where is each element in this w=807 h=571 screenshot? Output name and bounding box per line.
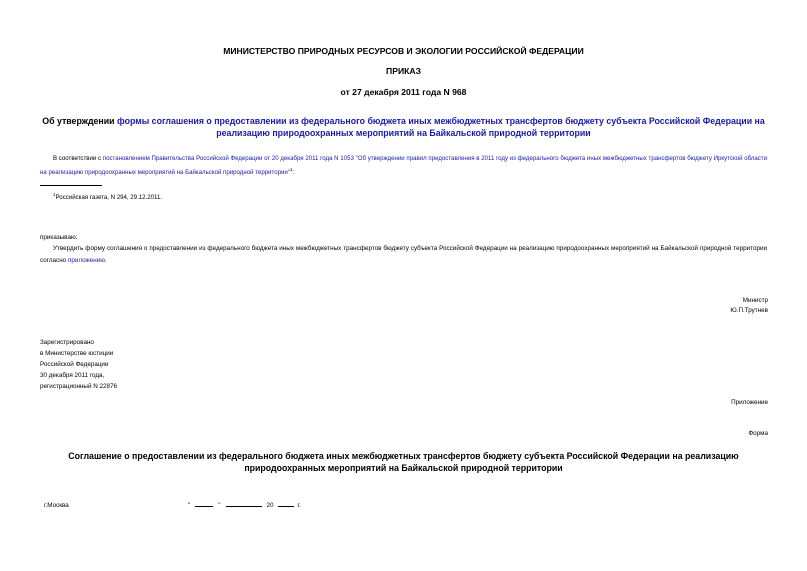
agreement-date-line [188, 500, 301, 509]
year-suffix: г. [297, 502, 301, 509]
appendix-label: Приложение [731, 399, 768, 406]
day-blank [195, 500, 213, 507]
registration-line: Российской Федерации [40, 361, 109, 368]
footnote [53, 189, 162, 203]
ministry-heading: МИНИСТЕРСТВО ПРИРОДНЫХ РЕСУРСОВ И ЭКОЛОГИИ РОССИЙСКОЙ ФЕДЕРАЦИИ [223, 46, 584, 56]
appendix-link[interactable]: приложению [67, 257, 105, 264]
preamble-paragraph [40, 153, 767, 178]
preamble-suffix: : [292, 169, 295, 177]
agreement-city: г.Москва [44, 502, 69, 509]
document-date-number: от 27 декабря 2011 года N 968 [340, 87, 467, 97]
registration-line: 30 декабря 2011 года, [40, 372, 105, 379]
quote-open: " [188, 502, 191, 509]
month-blank [226, 500, 262, 507]
footnote-divider [40, 185, 102, 186]
order-paragraph [40, 243, 767, 267]
registration-block [40, 337, 117, 392]
title-prefix: Об утверждении [42, 116, 117, 126]
footnote-ref[interactable]: 1 [289, 167, 293, 172]
footnote-marker: 1 [53, 192, 56, 197]
order-lead: приказываю: [40, 234, 78, 241]
registration-line: Зарегистрировано [40, 339, 94, 346]
order-text: Утвердить форму соглашения о предоставлении из федерального бюджета иных межбюджетных трансфертов бюджету субъекта Российской Федерации на реализацию природоохранных мероприятий на Байкальской природной территории согласно [40, 245, 767, 264]
form-label: Форма [748, 430, 768, 437]
registration-line: в Министерстве юстиции [40, 350, 114, 357]
order-end: . [104, 257, 107, 264]
signature-position: Министр [742, 297, 768, 304]
registration-line: регистрационный N 22876 [40, 383, 118, 390]
government-decree-link[interactable]: постановлением Правительства Российской Федерации от 20 декабря 2011 года N 1053 "Об утверждении правил предоставления в 2011 году из федерального бюджета иных межбюджетных трансфертов бюджету Иркутской области на реализацию природоохранных мероприятий на Байкальской природной территории" [40, 155, 767, 177]
document-type: ПРИКАЗ [386, 66, 421, 76]
preamble-prefix: В соответствии с [53, 155, 103, 162]
title-form-link[interactable]: формы соглашения о предоставлении из федерального бюджета иных межбюджетных трансфертов бюджету субъекта Российской Федерации на реализацию природоохранных мероприятий на Байкальской природной территории [117, 116, 765, 138]
footnote-text: Российская газета, N 294, 29.12.2011. [55, 194, 163, 202]
agreement-title: Соглашение о предоставлении из федерального бюджета иных межбюджетных трансфертов бюджету субъекта Российской Федерации на реализацию природоохранных мероприятий на Байкальской природной территории [68, 451, 739, 473]
year-prefix: 20 [266, 502, 274, 509]
signature-name: Ю.П.Трутнев [730, 307, 768, 314]
year-blank [278, 500, 294, 507]
quote-close: " [218, 502, 221, 509]
document-title [30, 115, 777, 139]
